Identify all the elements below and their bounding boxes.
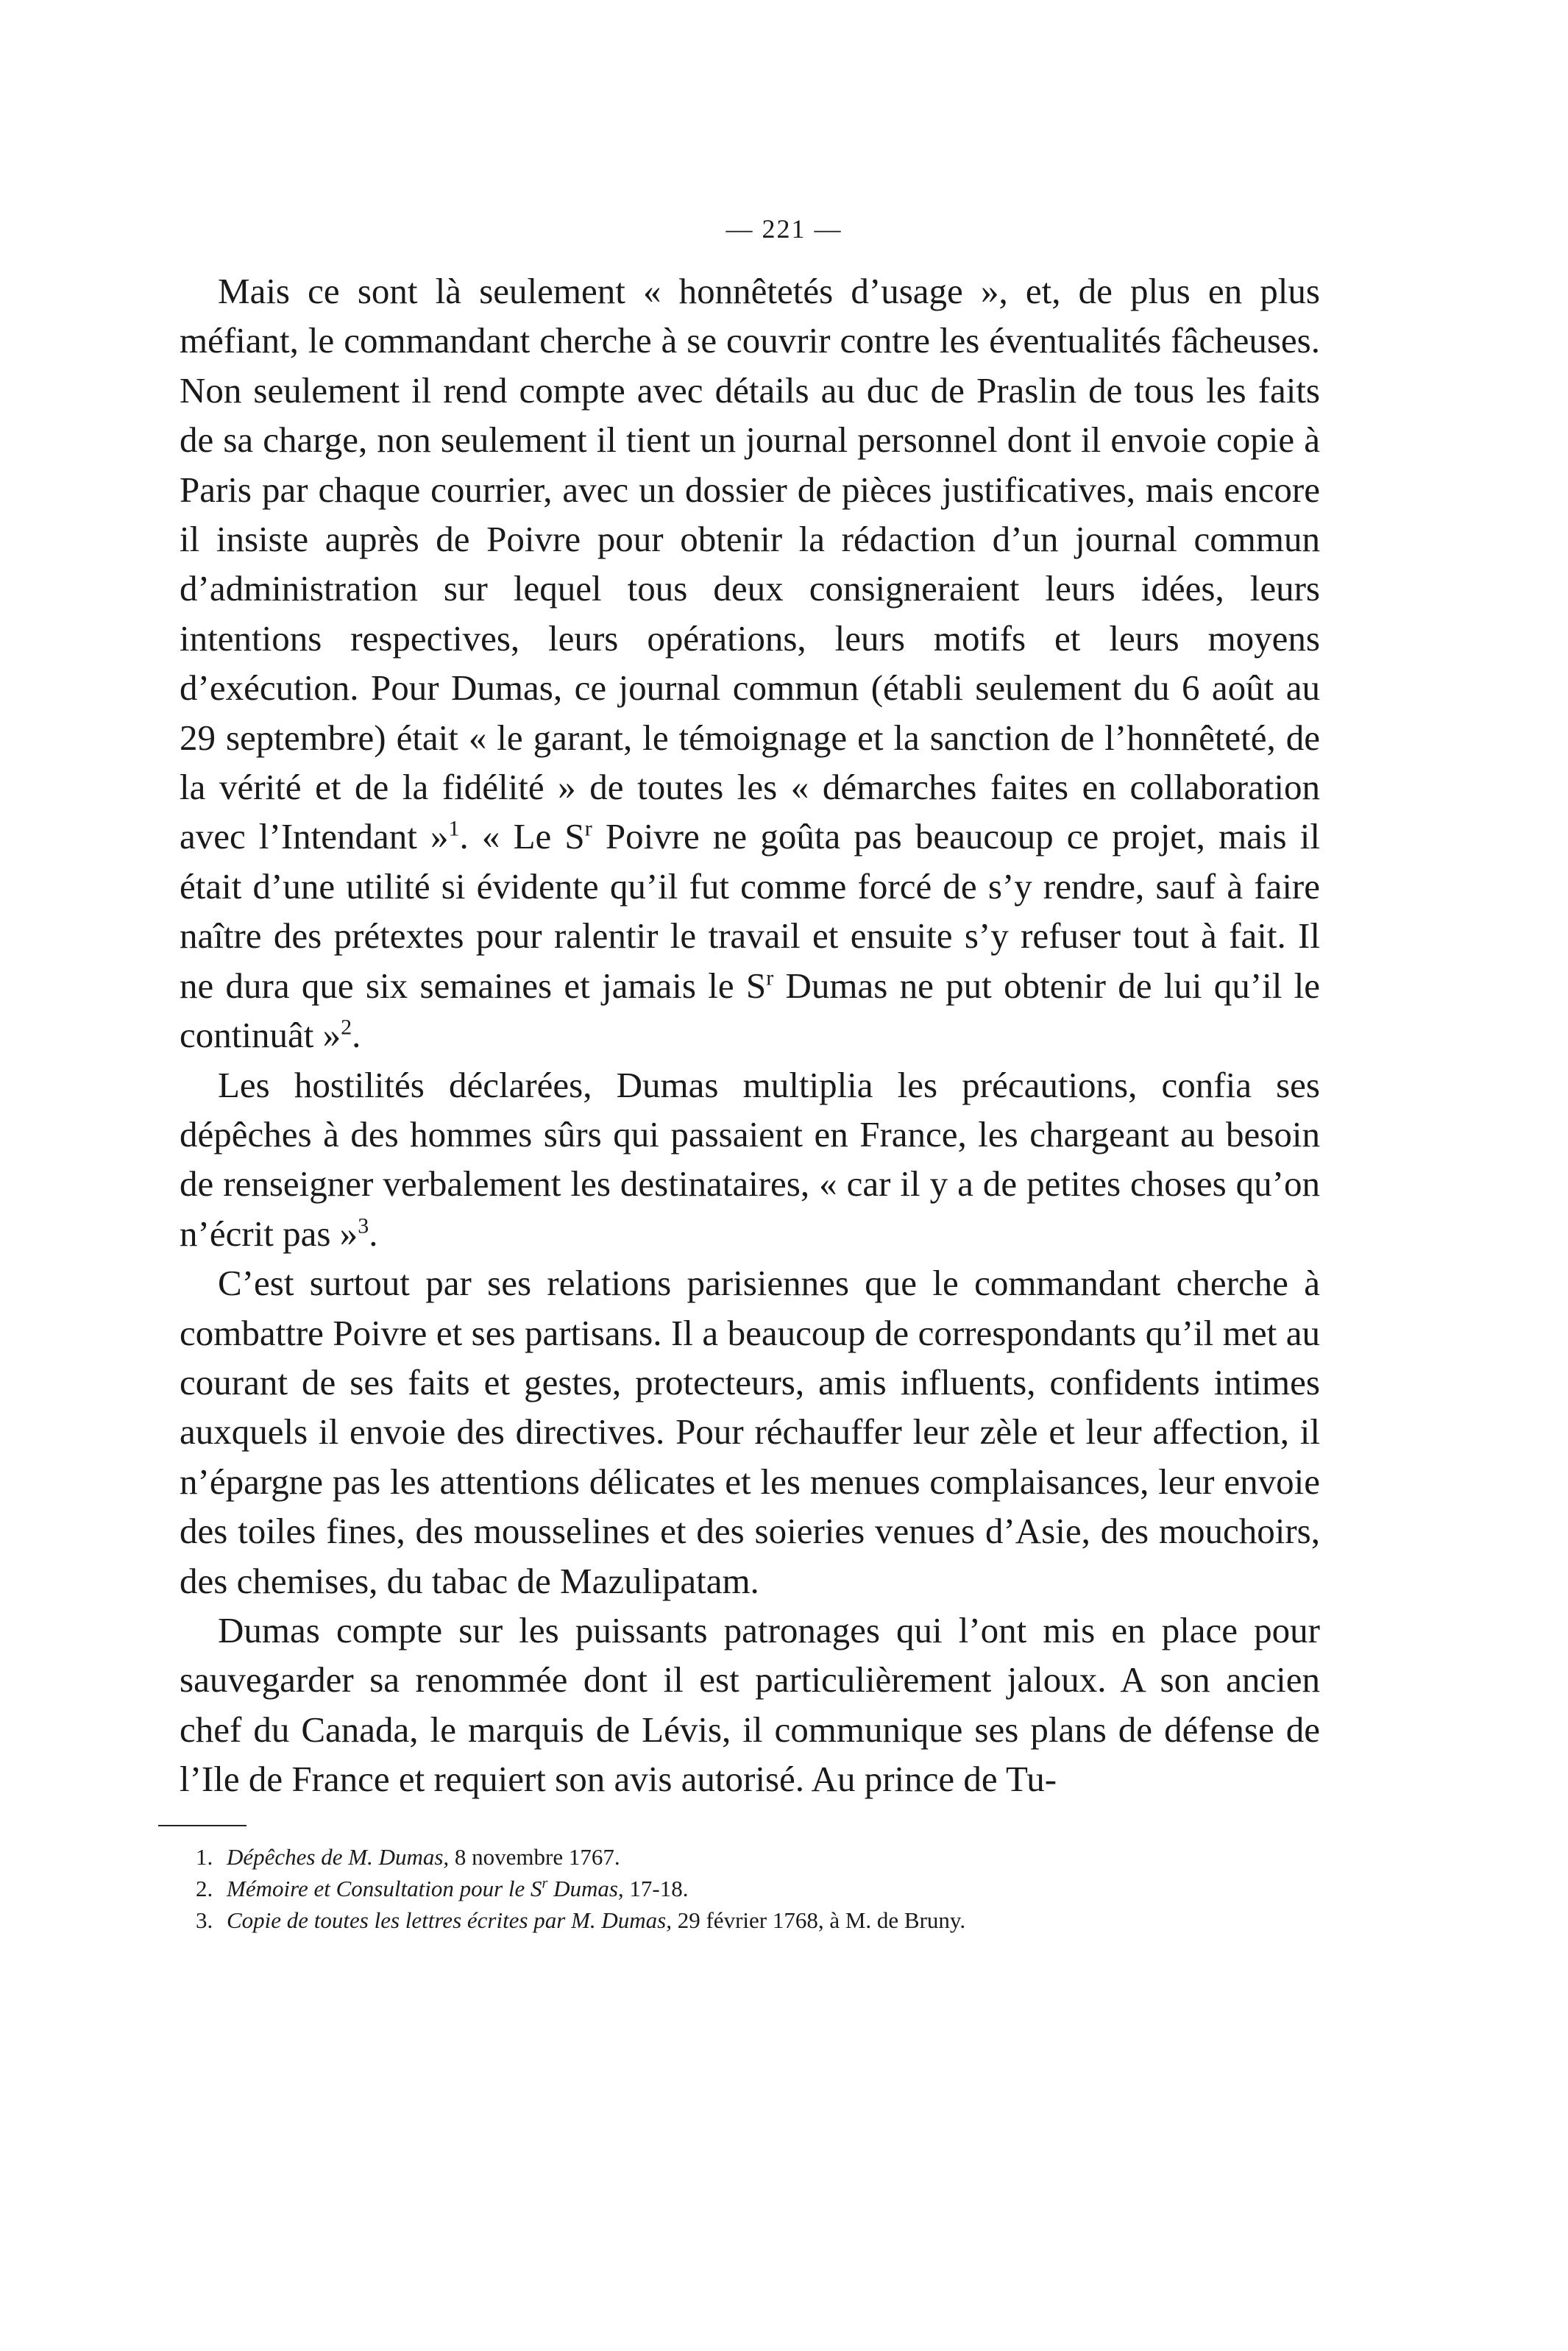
footnote <box>0 1841 1324 1873</box>
footnote-rest: 17-18. <box>623 1876 689 1901</box>
footnote-divider <box>158 1825 246 1826</box>
text-run: Mais ce sont là seulement « honnêtetés d’usage », et, de plus en plus méfiant, le commandant cherche à se couvrir contre les éventualités fâcheuses. Non seulement il rend compte avec détails au duc de Praslin de tous les faits de sa charge, non seulement il tient un journal personnel dont il envoie copie à Paris par chaque courrier, avec un dossier de pièces justificatives, mais encore il insiste auprès de Poivre pour obtenir la rédaction d’un journal commun d’administration sur lequel tous deux consigneraient leurs idées, leurs intentions respectives, leurs opérations, leurs motifs et leurs moyens d’exécution. Pour Dumas, ce journal commun (établi seulement du 6 août au 29 septembre) était « le garant, le témoignage et la sanction de l’honnêteté, de la vérité et de la fidélité » de toutes les « démarches faites en collaboration avec l’Intendant » <box>180 271 1320 857</box>
text-run: Dumas compte sur les puissants patronages qui l’ont mis en place pour sauvegarder sa renommée dont il est particulièrement jaloux. A son ancien chef du Canada, le marquis de Lévis, il communique ses plans de défense de l’Ile de France et requiert son avis autorisé. Au prince de Tu- <box>180 1609 1320 1800</box>
text-run: Dumas ne put obtenir de lui qu’il le continuât » <box>180 965 1320 1056</box>
text-run: . <box>352 1015 361 1056</box>
footnote-text <box>227 1841 620 1873</box>
footnote-number: 2. <box>196 1876 213 1901</box>
footnote-number: 1. <box>196 1844 213 1870</box>
footnote-title: Dumas, <box>547 1876 624 1901</box>
footnote-title: Copie de toutes les lettres écrites par M. Dumas, <box>227 1907 672 1933</box>
paragraph <box>180 1060 1320 1259</box>
footnote-ref: 3 <box>358 1213 369 1238</box>
footnote-ref: 2 <box>341 1015 352 1040</box>
footnote <box>0 1904 1324 1936</box>
footnote-text <box>227 1904 965 1936</box>
footnote-title: Mémoire et Consultation pour le S <box>227 1876 542 1901</box>
footnote-number: 3. <box>196 1907 213 1933</box>
footnote-title: Dépêches de M. Dumas, <box>227 1844 450 1870</box>
body-text <box>180 266 1320 1804</box>
text-run: C’est surtout par ses relations parisiennes que le commandant cherche à combattre Poivre et ses partisans. Il a beaucoup de correspondants qu’il met au courant de ses faits et gestes, protecteurs, amis influents, confidents intimes auxquels il envoie des directives. Pour réchauffer leur zèle et leur affection, il n’épargne pas les attentions délicates et les menues complaisances, leur envoie des toiles fines, des mousselines et des soieries venues d’Asie, des mouchoirs, des chemises, du tabac de Mazulipatam. <box>180 1263 1320 1601</box>
text-run: . « Le S <box>459 816 585 857</box>
footnote-rest: 29 février 1768, à M. de Bruny. <box>671 1907 966 1933</box>
superscript: r <box>766 965 774 990</box>
footnote-ref: 1 <box>448 817 460 842</box>
superscript: r <box>542 1875 548 1892</box>
superscript: r <box>584 817 592 842</box>
text-run: Poivre ne goûta pas beaucoup ce projet, mais il était d’une utilité si évidente qu’il fut comme forcé de s’y rendre, sauf à faire naître des prétextes pour ralentir le travail et ensuite s’y refuser tout à fait. Il ne dura que six semaines et jamais le S <box>180 816 1321 1006</box>
footnote-rest: 8 novembre 1767. <box>449 1844 620 1870</box>
page-number: — 221 — <box>726 214 842 244</box>
paragraph <box>180 1258 1320 1606</box>
paragraph <box>180 266 1320 1060</box>
text-run: Les hostilités déclarées, Dumas multiplia les précautions, confia ses dépêches à des hommes sûrs qui passaient en France, les chargeant au besoin de renseigner verbalement les destinataires, « car il y a de petites choses qu’on n’écrit pas » <box>180 1064 1320 1254</box>
paragraph <box>180 1606 1320 1804</box>
footnote-text <box>227 1873 688 1904</box>
text-run: . <box>369 1213 378 1254</box>
footnotes <box>0 1841 1324 1936</box>
footnote <box>0 1873 1324 1904</box>
